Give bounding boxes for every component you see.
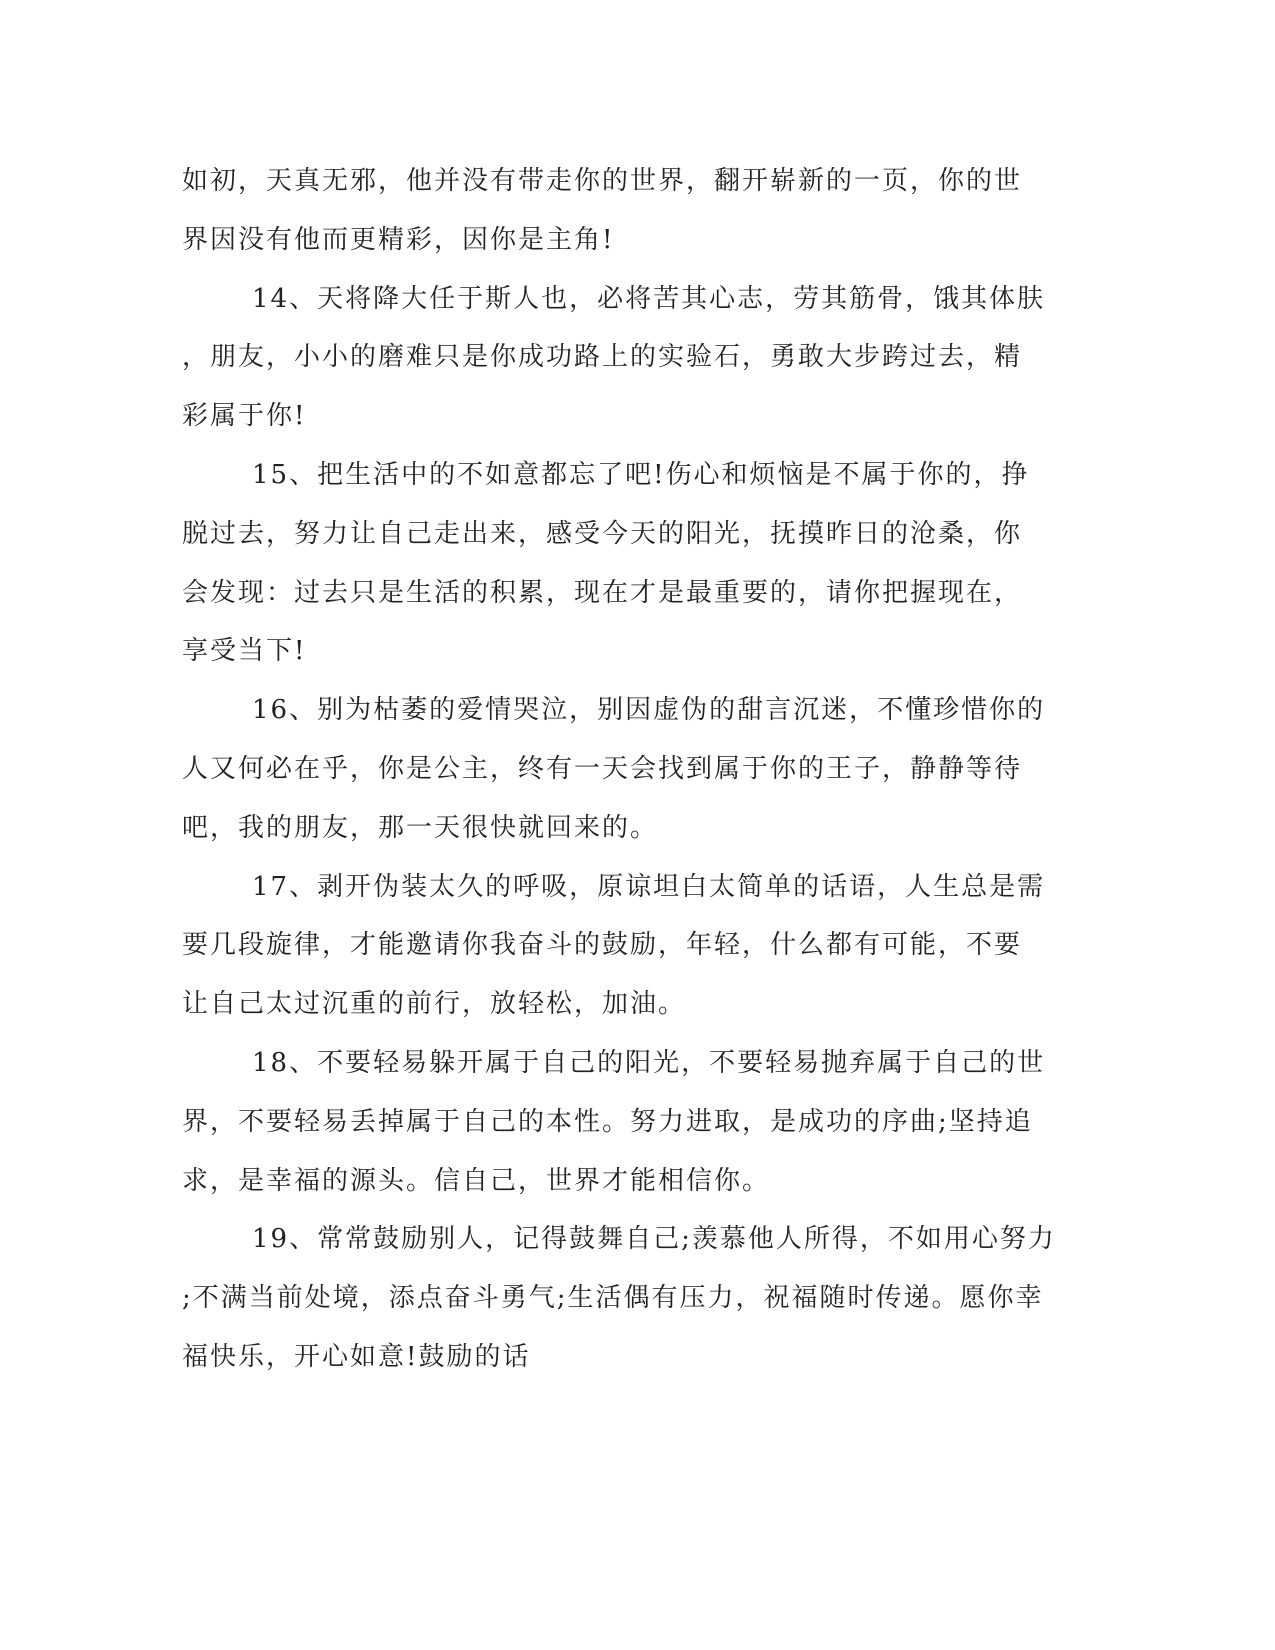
text-line: 彩属于你!: [182, 401, 307, 432]
paragraph-16: [182, 690, 1046, 866]
text-line: 14、天将降大任于斯人也，必将苦其心志，劳其筋骨，饿其体肤: [252, 283, 1046, 314]
text-line: 15、把生活中的不如意都忘了吧!伤心和烦恼是不属于你的，挣: [252, 459, 1030, 490]
text-line: 界，不要轻易丢掉属于自己的本性。努力进取，是成功的序曲;坚持追: [182, 1106, 1033, 1137]
text-line: 让自己太过沉重的前行，放轻松，加油。: [182, 989, 687, 1020]
text-line: ;不满当前处境，添点奋斗勇气;生活偶有压力，祝福随时传递。愿你幸: [182, 1283, 1044, 1314]
text-line: 16、别为枯萎的爱情哭泣，别因虚伪的甜言沉迷，不懂珍惜你的: [252, 695, 1046, 726]
paragraph-19: [182, 1219, 1056, 1395]
paragraph-17: [182, 867, 1046, 1043]
text-line: 18、不要轻易躲开属于自己的阳光，不要轻易抛弃属于自己的世: [252, 1047, 1046, 1078]
text-line: 界因没有他而更精彩，因你是主角!: [182, 224, 615, 255]
text-line: 吧，我的朋友，那一天很快就回来的。: [182, 812, 659, 843]
text-line: 19、常常鼓励别人，记得鼓舞自己;羡慕他人所得，不如用心努力: [252, 1224, 1056, 1255]
paragraph-continuation: [182, 161, 1042, 279]
paragraph-14: [182, 279, 1046, 455]
text-line: 17、剥开伪装太久的呼吸，原谅坦白太简单的话语，人生总是需: [252, 871, 1046, 902]
text-line: 求，是幸福的源头。信自己，世界才能相信你。: [182, 1165, 771, 1196]
paragraph-15: [182, 455, 1042, 690]
document-body: [182, 161, 1056, 1396]
text-line: 人又何必在乎，你是公主，终有一天会找到属于你的王子，静静等待: [182, 753, 1023, 784]
text-line: 脱过去，努力让自己走出来，感受今天的阳光，抚摸昨日的沧桑，你: [182, 518, 1023, 549]
text-line: 福快乐，开心如意!鼓励的话: [182, 1341, 531, 1372]
text-line: ，朋友，小小的磨难只是你成功路上的实验石，勇敢大步跨过去，精: [182, 342, 1023, 373]
paragraph-18: [182, 1043, 1046, 1219]
text-line: 如初，天真无邪，他并没有带走你的世界，翻开崭新的一页，你的世: [182, 166, 1023, 196]
text-line: 享受当下!: [182, 636, 307, 667]
text-line: 要几段旋律，才能邀请你我奋斗的鼓励，年轻，什么都有可能，不要: [182, 930, 1023, 961]
text-line: 会发现：过去只是生活的积累，现在才是最重要的，请你把握现在，: [182, 577, 1023, 608]
